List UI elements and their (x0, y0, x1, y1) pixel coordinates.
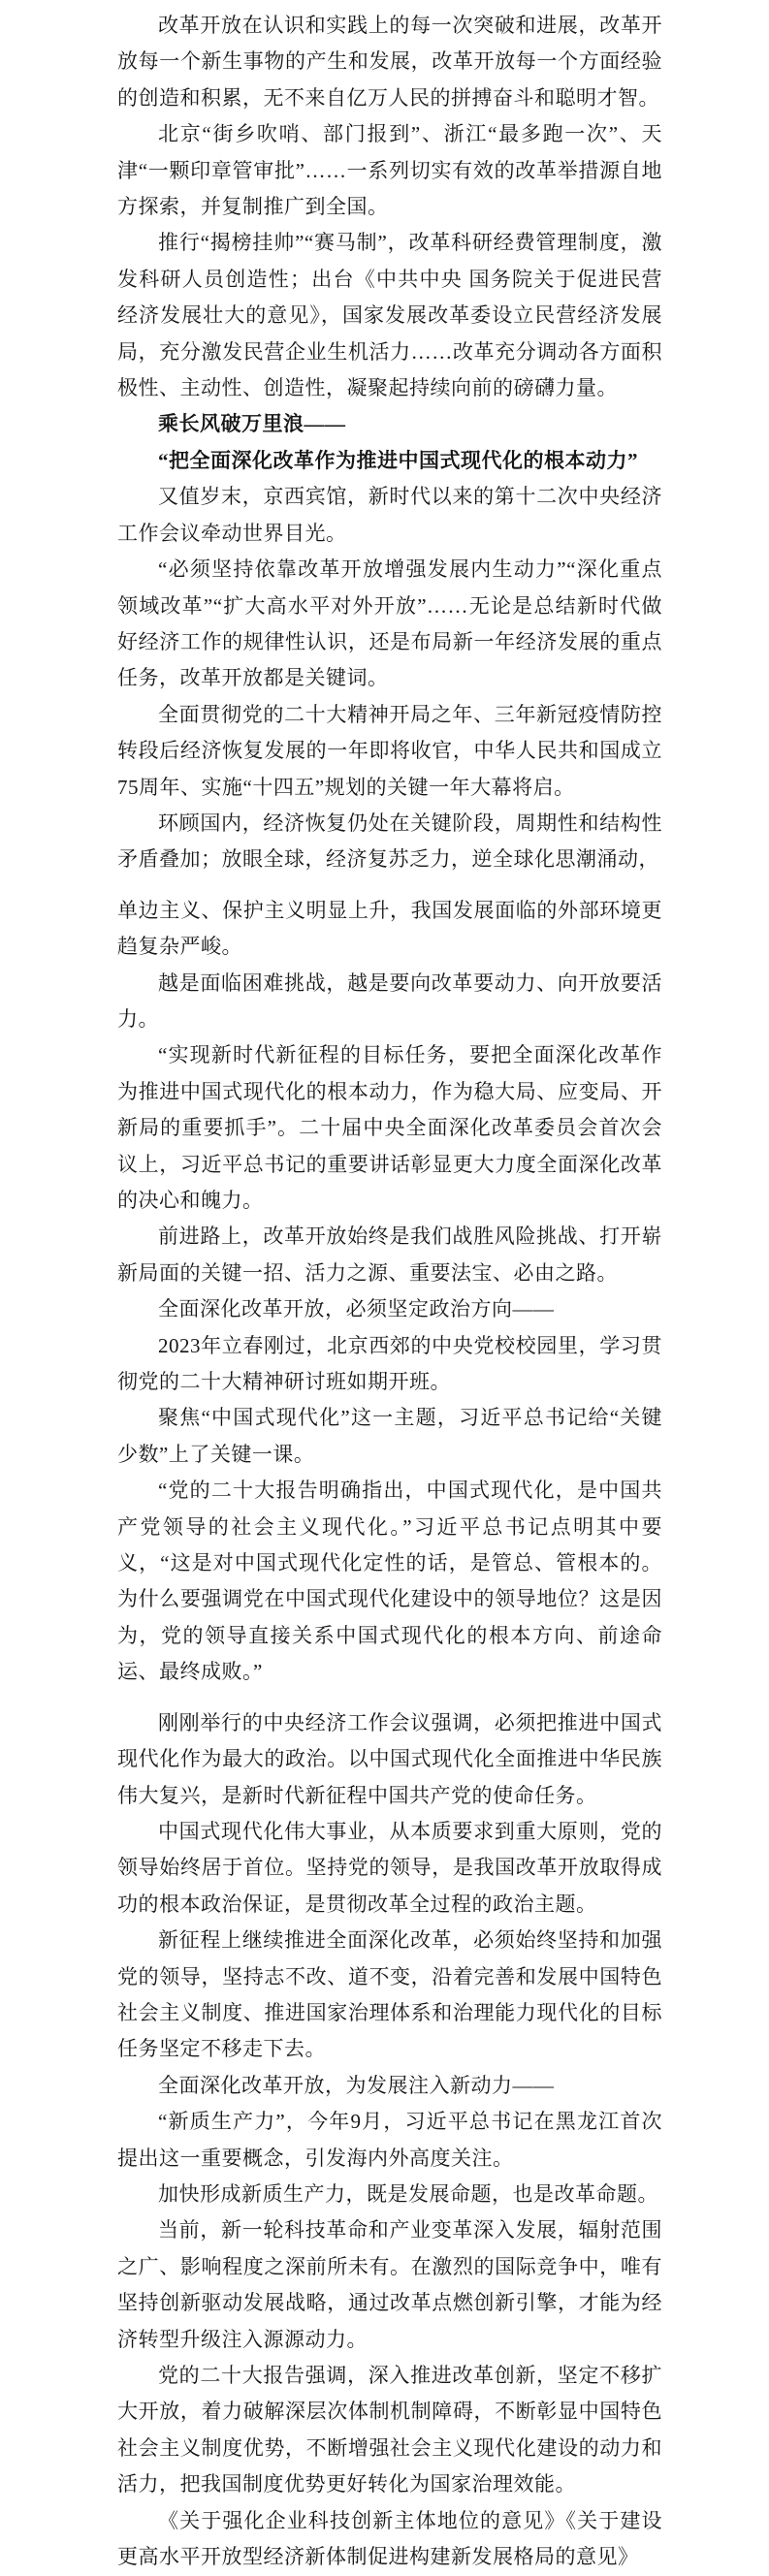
paragraph: 北京“街乡吹哨、部门报到”、浙江“最多跑一次”、天津“一颗印章管审批”……一系列切实有效的改革举措源自地方探索，并复制推广到全国。 (117, 122, 662, 219)
paragraph: “必须坚持依靠改革开放增强发展内生动力”“深化重点领域改革”“扩大高水平对外开放”……无论是总结新时代做好经济工作的规律性认识，还是布局新一年经济发展的重点任务，改革开放都是关键词。 (117, 557, 662, 690)
paragraph: 中国式现代化伟大事业，从本质要求到重大原则，党的领导始终居于首位。坚持党的领导，是我国改革开放取得成功的根本政治保证，是贯彻改革全过程的政治主题。 (117, 1819, 662, 1916)
paragraph-after-page-break: 刚刚举行的中央经济工作会议强调，必须把推进中国式现代化作为最大的政治。以中国式现代化全面推进中华民族伟大复兴，是新时代新征程中国共产党的使命任务。 (117, 1710, 662, 1807)
paragraph: 全面深化改革开放，为发展注入新动力—— (158, 2073, 555, 2097)
paragraph: 越是面临困难挑战，越是要向改革要动力、向开放要活力。 (117, 970, 662, 1031)
paragraph: 又值岁末，京西宾馆，新时代以来的第十二次中央经济工作会议牵动世界目光。 (117, 485, 662, 545)
section-subheading: “把全面深化改革作为推进中国式现代化的根本动力” (158, 448, 638, 472)
paragraph: 前进路上，改革开放始终是我们战胜风险挑战、打开崭新局面的关键一招、活力之源、重要法宝、必由之路。 (117, 1224, 662, 1285)
paragraph: 加快形成新质生产力，既是发展命题，也是改革命题。 (158, 2181, 658, 2206)
paragraph: 聚焦“中国式现代化”这一主题，习近平总书记给“关键少数”上了关键一课。 (117, 1406, 662, 1466)
section-heading: 乘长风破万里浪—— (158, 412, 346, 436)
paragraph: 党的二十大报告强调，深入推进改革创新，坚定不移扩大开放，着力破解深层次体制机制障碍，不断彰显中国特色社会主义制度优势，不断增强社会主义现代化建设的动力和活力，把我国制度优势更好转化为国家治理效能。 (117, 2364, 662, 2496)
paragraph: 推行“揭榜挂帅”“赛马制”，改革科研经费管理制度，激发科研人员创造性；出台《中共中央 国务院关于促进民营经济发展壮大的意见》，国家发展改革委设立民营经济发展局，充分激发民营企业生机活力……改革充分调动各方面积极性、主动性、创造性，凝聚起持续向前的磅礴力量。 (117, 231, 662, 400)
paragraph: 全面深化改革开放，必须坚定政治方向—— (158, 1297, 555, 1321)
paragraph: 2023年立春刚过，北京西郊的中央党校校园里，学习贯彻党的二十大精神研讨班如期开班。 (117, 1333, 662, 1394)
paragraph: 全面贯彻党的二十大精神开局之年、三年新冠疫情防控转段后经济恢复发展的一年即将收官，中华人民共和国成立75周年、实施“十四五”规划的关键一年大幕将启。 (117, 702, 662, 799)
paragraph: 新征程上继续推进全面深化改革，必须始终坚持和加强党的领导，坚持志不改、道不变，沿着完善和发展中国特色社会主义制度、推进国家治理体系和治理能力现代化的目标任务坚定不移走下去。 (117, 1928, 662, 2061)
paragraph: 《关于强化企业科技创新主体地位的意见》《关于建设更高水平开放型经济新体制促进构建新发展格局的意见》 (117, 2508, 662, 2569)
paragraph: 当前，新一轮科技革命和产业变革深入发展，辐射范围之广、影响程度之深前所未有。在激烈的国际竞争中，唯有坚持创新驱动发展战略，通过改革点燃创新引擎，才能为经济转型升级注入源源动力。 (117, 2218, 662, 2351)
paragraph: “实现新时代新征程的目标任务，要把全面深化改革作为推进中国式现代化的根本动力，作为稳大局、应变局、开新局的重要抓手”。二十届中央全面深化改革委员会首次会议上，习近平总书记的重要讲话彰显更大力度全面深化改革的决心和魄力。 (117, 1043, 662, 1212)
paragraph: “新质生产力”，今年9月，习近平总书记在黑龙江首次提出这一重要概念，引发海内外高度关注。 (117, 2110, 662, 2170)
paragraph: “党的二十大报告明确指出，中国式现代化，是中国共产党领导的社会主义现代化。”习近平总书记点明其中要义，“这是对中国式现代化定性的话，是管总、管根本的。为什么要强调党在中国式现代化建设中的领导地位？这是因为，党的领导直接关系中国式现代化的根本方向、前途命运、最终成败。” (117, 1479, 662, 1684)
paragraph: 环顾国内，经济恢复仍处在关键阶段，周期性和结构性矛盾叠加；放眼全球，经济复苏乏力，逆全球化思潮涌动， (117, 811, 662, 872)
paragraph: 改革开放在认识和实践上的每一次突破和进展，改革开放每一个新生事物的产生和发展，改革开放每一个方面经验的创造和积累，无不来自亿万人民的拼搏奋斗和聪明才智。 (117, 14, 662, 110)
paragraph-continuation-after-page-break: 单边主义、保护主义明显上升，我国发展面临的外部环境更趋复杂严峻。 (117, 898, 662, 959)
